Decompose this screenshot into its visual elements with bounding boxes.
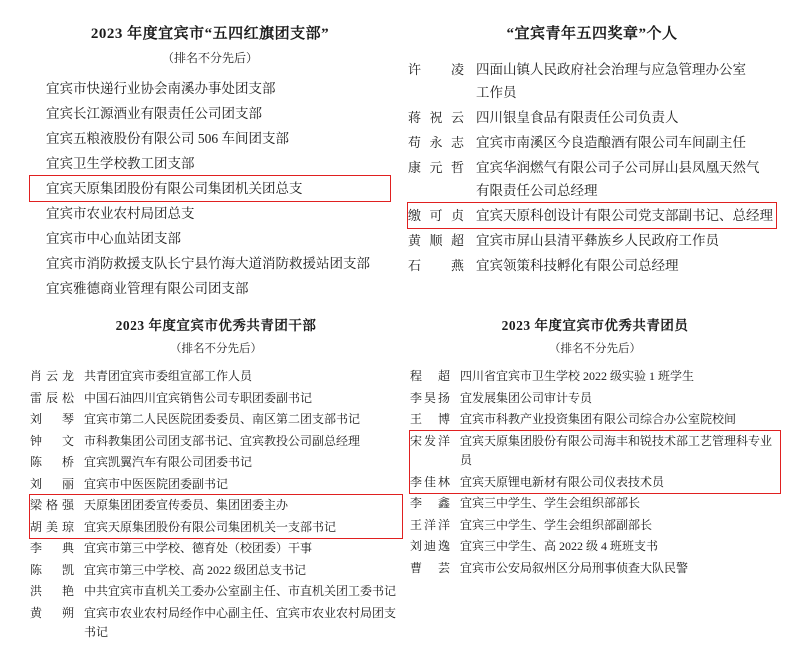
recipient-name: 缴可贞 <box>408 208 464 223</box>
recipient-name: 胡美琼 <box>30 519 74 534</box>
recipient-title <box>476 156 776 202</box>
recipient-title: 宜宾市第三中学校、德育处（校团委）干事 <box>84 541 313 555</box>
list-item: 宜宾市消防救援支队长宁县竹海大道消防救援站团支部 <box>46 256 370 271</box>
recipient-title: 中共宜宾市直机关工委办公室副主任、市直机关团工委书记 <box>84 584 397 598</box>
recipient-title: 宜宾市农业农村局经作中心副主任、宜宾市农业农村局团支书记 <box>84 605 397 639</box>
recipient-name: 雷辰松 <box>30 390 74 405</box>
award-list <box>30 76 390 301</box>
recipient-name: 钟文 <box>30 433 74 448</box>
recipient-title <box>476 58 776 104</box>
recipient-title-line1: 宜宾天原集团股份有限公司海丰和锐技术部工艺管理科专业 <box>460 433 773 448</box>
recipient-title: 市科教集团公司团支部书记、宜宾教投公司副总经理 <box>84 433 361 448</box>
recipient-title: 宜宾天原科创设计有限公司党支部副书记、总经理 <box>476 208 773 223</box>
recipient-title: 宜宾领策科技孵化有限公司总经理 <box>476 258 679 273</box>
award-row <box>410 515 780 537</box>
list-item: 宜宾五粮液股份有限公司 506 车间团支部 <box>46 131 289 146</box>
award-row <box>30 388 402 410</box>
award-row <box>410 366 780 388</box>
award-rows <box>408 57 776 278</box>
award-row <box>408 130 776 155</box>
award-rows <box>410 366 780 579</box>
recipient-title: 宜宾市科教产业投资集团有限公司综合办公室院校间 <box>460 412 737 426</box>
recipient-title: 宜宾市第三中学校、高 2022 级团总支书记 <box>84 562 307 577</box>
award-row-highlighted <box>30 495 402 517</box>
recipient-title: 天原集团团委宣传委员、集团团委主办 <box>84 498 289 512</box>
recipient-title: 宜宾天原锂电新材有限公司仪表技术员 <box>460 474 665 489</box>
recipient-title-line2: 工作员 <box>476 85 517 100</box>
section-title: 2023 年度宜宾市优秀共青团员 <box>501 318 689 333</box>
recipient-name: 石 燕 <box>408 258 464 273</box>
recipient-title-line1: 四面山镇人民政府社会治理与应急管理办公室 <box>476 62 746 77</box>
section-outstanding-league-member <box>410 314 780 579</box>
recipient-name: 蒋祝云 <box>408 110 464 125</box>
recipient-name: 刘琴 <box>30 412 74 426</box>
recipient-name: 曹芸 <box>410 560 450 575</box>
recipient-name: 李典 <box>30 541 74 555</box>
award-row <box>30 603 402 644</box>
list-item: 宜宾市中心血站团支部 <box>46 231 181 246</box>
section-subtitle: （排名不分先后） <box>161 51 258 65</box>
section-five-four-red-flag-branch <box>30 22 390 301</box>
recipient-title: 四川银皇食品有限责任公司负责人 <box>476 110 679 125</box>
list-item: 宜宾卫生学校教工团支部 <box>46 156 195 171</box>
award-row <box>410 409 780 431</box>
section-subtitle: （排名不分先后） <box>549 343 641 355</box>
award-row <box>410 388 780 410</box>
recipient-title: 共青团宜宾市委组宣部工作人员 <box>84 369 253 383</box>
award-row <box>408 57 776 105</box>
award-row <box>408 105 776 130</box>
recipient-name: 王洋洋 <box>410 517 450 532</box>
recipient-title: 宜宾市公安局叙州区分局刑事侦查大队民警 <box>460 560 689 575</box>
section-title: “宜宾青年五四奖章”个人 <box>506 26 678 42</box>
award-row <box>408 155 776 203</box>
award-row <box>410 558 780 580</box>
recipient-name: 陈桥 <box>30 455 74 469</box>
recipient-title-line1: 宜宾华润燃气有限公司子公司屏山县凤凰天然气 <box>476 160 760 175</box>
recipient-title: 宜宾天原集团股份有限公司集团机关一支部书记 <box>84 519 337 534</box>
award-row <box>408 228 776 253</box>
recipient-name: 王博 <box>410 412 450 426</box>
list-item: 宜宾市农业农村局团总支 <box>46 206 195 221</box>
recipient-name: 康元哲 <box>408 160 464 175</box>
award-row <box>410 536 780 558</box>
award-row <box>410 493 780 515</box>
highlight-group <box>410 431 780 494</box>
recipient-name: 刘迪逸 <box>410 539 450 553</box>
recipient-name: 苟永志 <box>408 135 464 150</box>
recipient-title-line2: 员 <box>460 453 473 467</box>
award-row <box>30 452 402 474</box>
award-row <box>30 538 402 560</box>
section-subtitle: （排名不分先后） <box>170 343 262 355</box>
recipient-title <box>460 432 780 471</box>
section-outstanding-league-cadre <box>30 314 402 644</box>
recipient-title: 宜宾三中学生、高 2022 级 4 班班支书 <box>460 539 659 553</box>
recipient-name: 洪艳 <box>30 584 74 598</box>
award-row <box>30 366 402 388</box>
recipient-name: 宋发洋 <box>410 433 450 448</box>
award-row <box>30 581 402 603</box>
award-row <box>30 474 402 496</box>
award-row-highlighted <box>408 203 776 228</box>
recipient-title: 宜宾市中医医院团委副书记 <box>84 476 229 491</box>
award-row <box>30 431 402 453</box>
recipient-name: 李鑫 <box>410 496 450 510</box>
recipient-title: 四川省宜宾市卫生学校 2022 级实验 1 班学生 <box>460 369 695 383</box>
award-row-highlighted <box>410 472 780 494</box>
award-row-highlighted <box>410 431 780 472</box>
recipient-title-line2: 有限责任公司总经理 <box>476 183 598 198</box>
award-row <box>408 253 776 278</box>
list-item: 宜宾长江源酒业有限责任公司团支部 <box>46 106 262 121</box>
recipient-name: 许 凌 <box>408 62 464 77</box>
recipient-title: 宜宾市南溪区今良造酿酒有限公司车间副主任 <box>476 135 746 150</box>
award-row <box>30 409 402 431</box>
award-rows <box>30 366 402 644</box>
recipient-title: 宜宾凯翼汽车有限公司团委书记 <box>84 455 253 469</box>
recipient-title: 宜宾市屏山县清平彝族乡人民政府工作员 <box>476 233 719 248</box>
recipient-title: 中国石油四川宜宾销售公司专职团委副书记 <box>84 390 313 405</box>
recipient-name: 黄朔 <box>30 605 74 620</box>
recipient-name: 程超 <box>410 369 450 383</box>
recipient-name: 梁格强 <box>30 498 74 512</box>
recipient-title: 宜发展集团公司审计专员 <box>460 390 593 405</box>
recipient-title: 宜宾三中学生、学生会组织部副部长 <box>460 517 653 532</box>
recipient-name: 李昊扬 <box>410 390 450 405</box>
section-title: 2023 年度宜宾市“五四红旗团支部” <box>90 26 330 42</box>
recipient-name: 黄顺超 <box>408 233 464 248</box>
recipient-title: 宜宾三中学生、学生会组织部部长 <box>460 496 641 510</box>
recipient-name: 李佳林 <box>410 474 450 489</box>
section-yibin-youth-medal <box>408 22 776 278</box>
recipient-name: 肖云龙 <box>30 369 74 383</box>
list-item: 宜宾雅德商业管理有限公司团支部 <box>46 281 249 296</box>
list-item: 宜宾市快递行业协会南溪办事处团支部 <box>46 81 276 96</box>
list-item-highlighted: 宜宾天原集团股份有限公司集团机关团总支 <box>30 176 390 201</box>
section-title: 2023 年度宜宾市优秀共青团干部 <box>115 318 317 333</box>
recipient-name: 刘丽 <box>30 476 74 491</box>
recipient-name: 陈凯 <box>30 562 74 577</box>
award-row <box>30 560 402 582</box>
recipient-title: 宜宾市第二人民医院团委委员、南区第二团支部书记 <box>84 412 361 426</box>
highlight-group <box>30 495 402 538</box>
award-row-highlighted <box>30 517 402 539</box>
